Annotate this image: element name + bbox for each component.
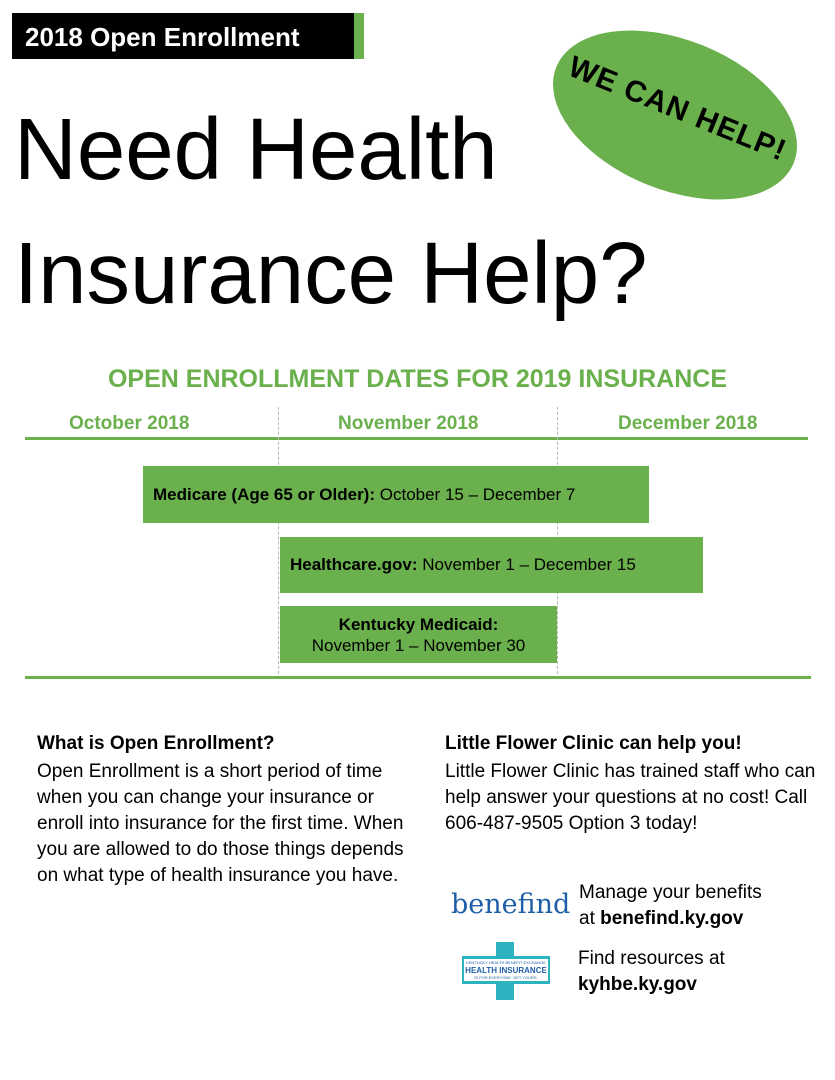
month-november: November 2018 (338, 413, 479, 434)
benefind-url-link[interactable]: benefind.ky.gov (600, 908, 744, 929)
benefind-logo-text: benefind (451, 889, 571, 920)
we-can-help-badge (528, 0, 822, 232)
enrollment-year-label: 2018 Open Enrollment (25, 22, 300, 52)
dates-title: OPEN ENROLLMENT DATES FOR 2019 INSURANCE (107, 365, 728, 393)
kyhbe-logo-line-2: HEALTH INSURANCE (465, 966, 547, 975)
timeline-bottom-rule (25, 676, 811, 679)
kyhbe-info-line: Find resources at (578, 948, 725, 969)
kentucky-medicaid-enrollment-bar (280, 606, 557, 663)
kyhbe-logo (462, 942, 550, 1000)
month-october: October 2018 (69, 413, 190, 434)
month-divider-oct-nov (278, 407, 279, 674)
month-december: December 2018 (618, 413, 758, 434)
timeline-top-rule (25, 437, 808, 440)
medicare-enrollment-bar (143, 466, 649, 523)
benefind-logo (451, 889, 570, 920)
benefind-info-line: Manage your benefits (579, 882, 762, 903)
clinic-help-description: Little Flower Clinic has trained staff who can help answer your questions at no cost! Call 606-487-9505 Option 3 today! (445, 761, 816, 834)
healthcare-gov-bar-range: November 1 – December 15 (422, 555, 636, 574)
we-can-help-text: WE CAN HELP! (563, 50, 792, 168)
kentucky-medicaid-bar-range: November 1 – November 30 (311, 635, 526, 655)
kyhbe-url-link[interactable]: kyhbe.ky.gov (578, 974, 697, 995)
healthcare-gov-enrollment-bar (280, 537, 703, 593)
open-enrollment-description: Open Enrollment is a short period of time when you can change your insurance or enroll into insurance for the first time. When you are allowed to do those things depends on what type of health insurance you have. (37, 761, 404, 886)
benefind-info-prefix: at (579, 908, 601, 929)
healthcare-gov-bar-label: Healthcare.gov: (290, 555, 418, 574)
enrollment-year-tag (12, 13, 364, 59)
kyhbe-logo-line-3: IS FOR EVERYONE. GET YOURS. (474, 975, 538, 980)
kyhbe-info (578, 946, 725, 998)
kyhbe-logo-line-1: KENTUCKY HEALTH BENEFIT EXCHANGE (466, 960, 546, 965)
clinic-help-heading: Little Flower Clinic can help you! (445, 733, 742, 754)
kentucky-medicaid-bar-label: Kentucky Medicaid: (338, 614, 499, 634)
benefind-info (579, 880, 762, 932)
medicare-bar-range: October 15 – December 7 (379, 484, 576, 504)
headline-line-2: Insurance Help? (14, 225, 648, 322)
headline-line-1: Need Health (14, 101, 498, 198)
open-enrollment-heading: What is Open Enrollment? (37, 733, 275, 754)
medicare-bar-label: Medicare (Age 65 or Older): (153, 484, 376, 504)
